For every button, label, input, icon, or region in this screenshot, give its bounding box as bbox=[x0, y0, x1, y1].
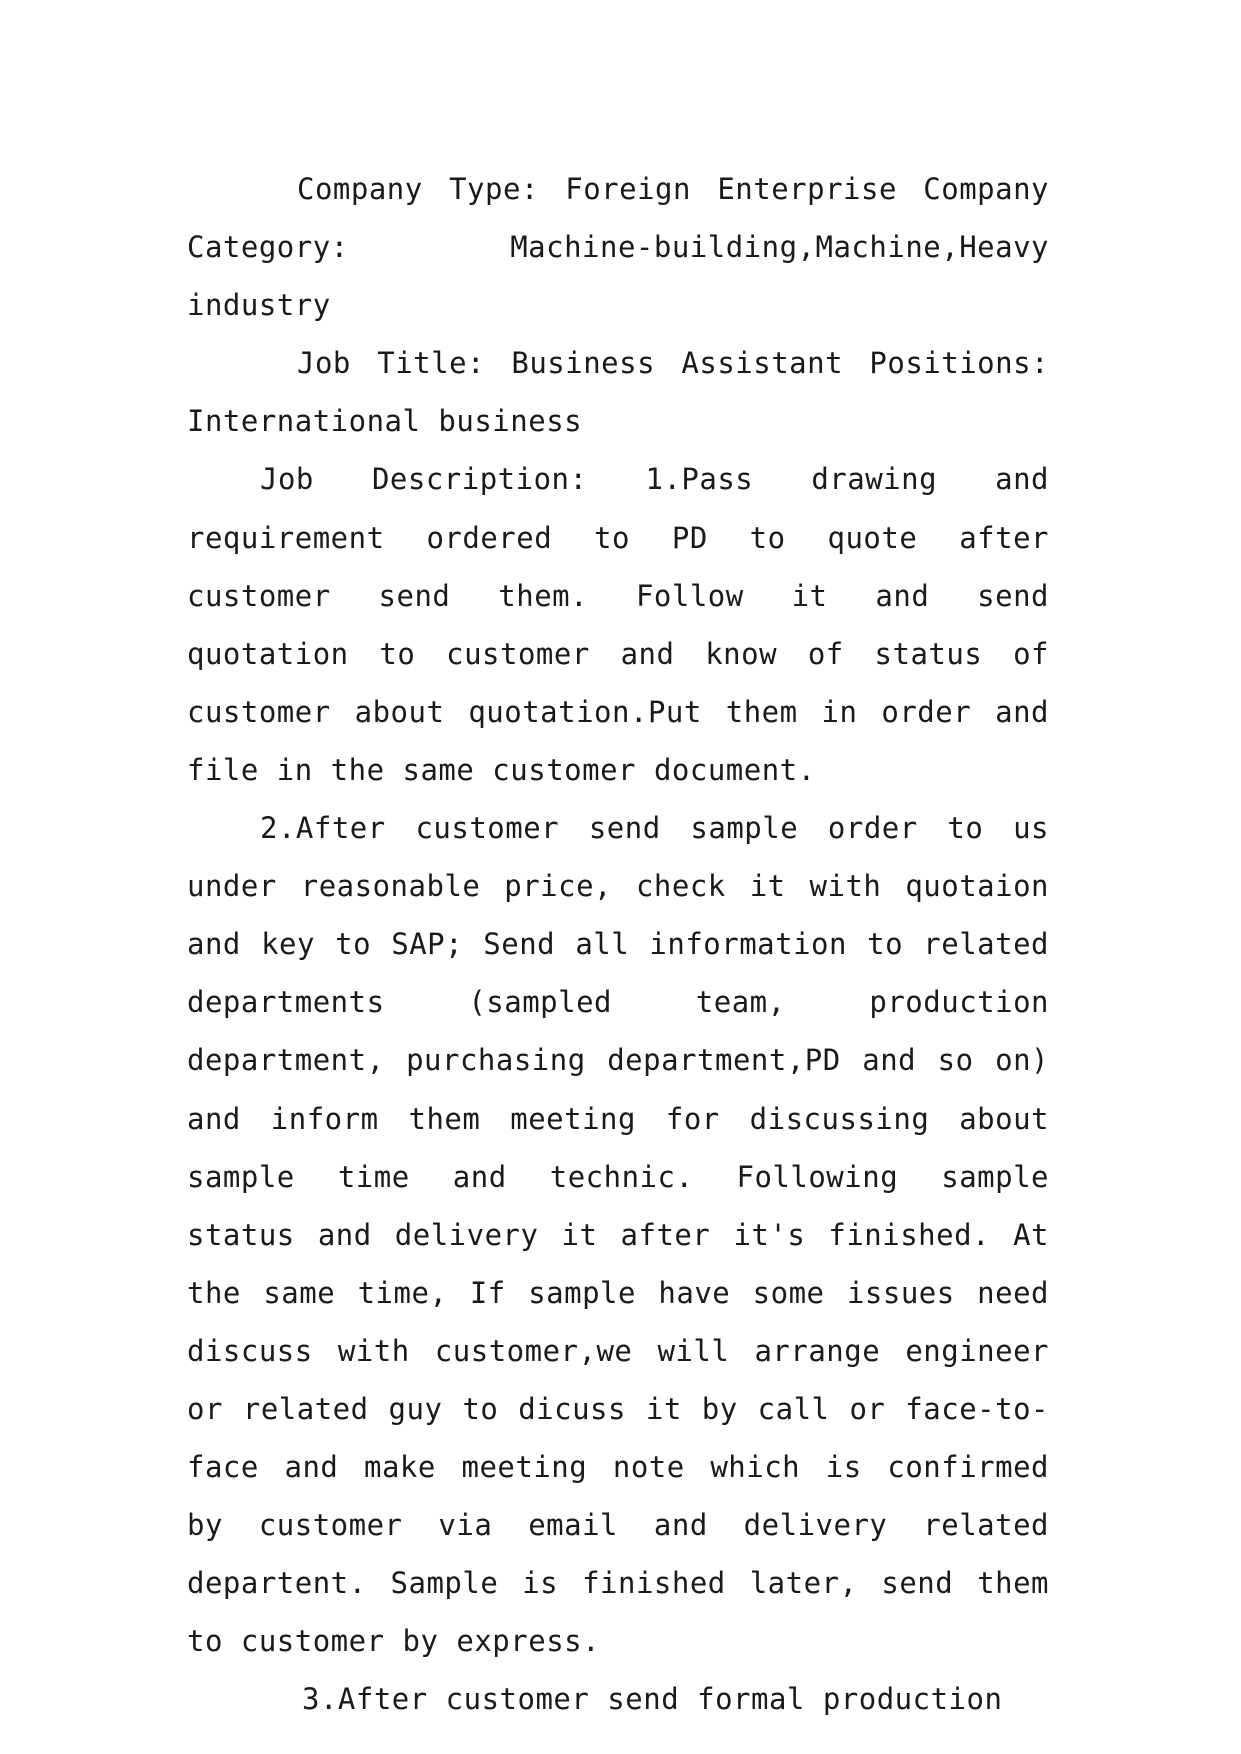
job-title-paragraph: Job Title: Business Assistant Positions: International business bbox=[187, 346, 1049, 439]
document-body bbox=[187, 160, 1049, 1729]
production-order-paragraph: 3.After customer send formal production bbox=[302, 1682, 1003, 1717]
job-description-paragraph: Job Description: 1.Pass drawing and requirement ordered to PD to quote after customer send them. Follow it and send quotation to customer and know of status of customer about quotation.Put them in order and file in the same customer document. bbox=[187, 462, 1049, 787]
company-info-paragraph: Company Type: Foreign Enterprise Company Category: Machine-building,Machine,Heavy industry bbox=[187, 172, 1049, 323]
sample-order-paragraph: 2.After customer send sample order to us under reasonable price, check it with quotaion and key to SAP; Send all information to related departments (sampled team, production department, purchasing department,PD and so on) and inform them meeting for discussing about sample time and technic. Following sample status and delivery it after it's finished. At the same time, If sample have some issues need discuss with customer,we will arrange engineer or related guy to dicuss it by call or face-to-face and make meeting note which is confirmed by customer via email and delivery related departent. Sample is finished later, send them to customer by express. bbox=[187, 811, 1049, 1659]
